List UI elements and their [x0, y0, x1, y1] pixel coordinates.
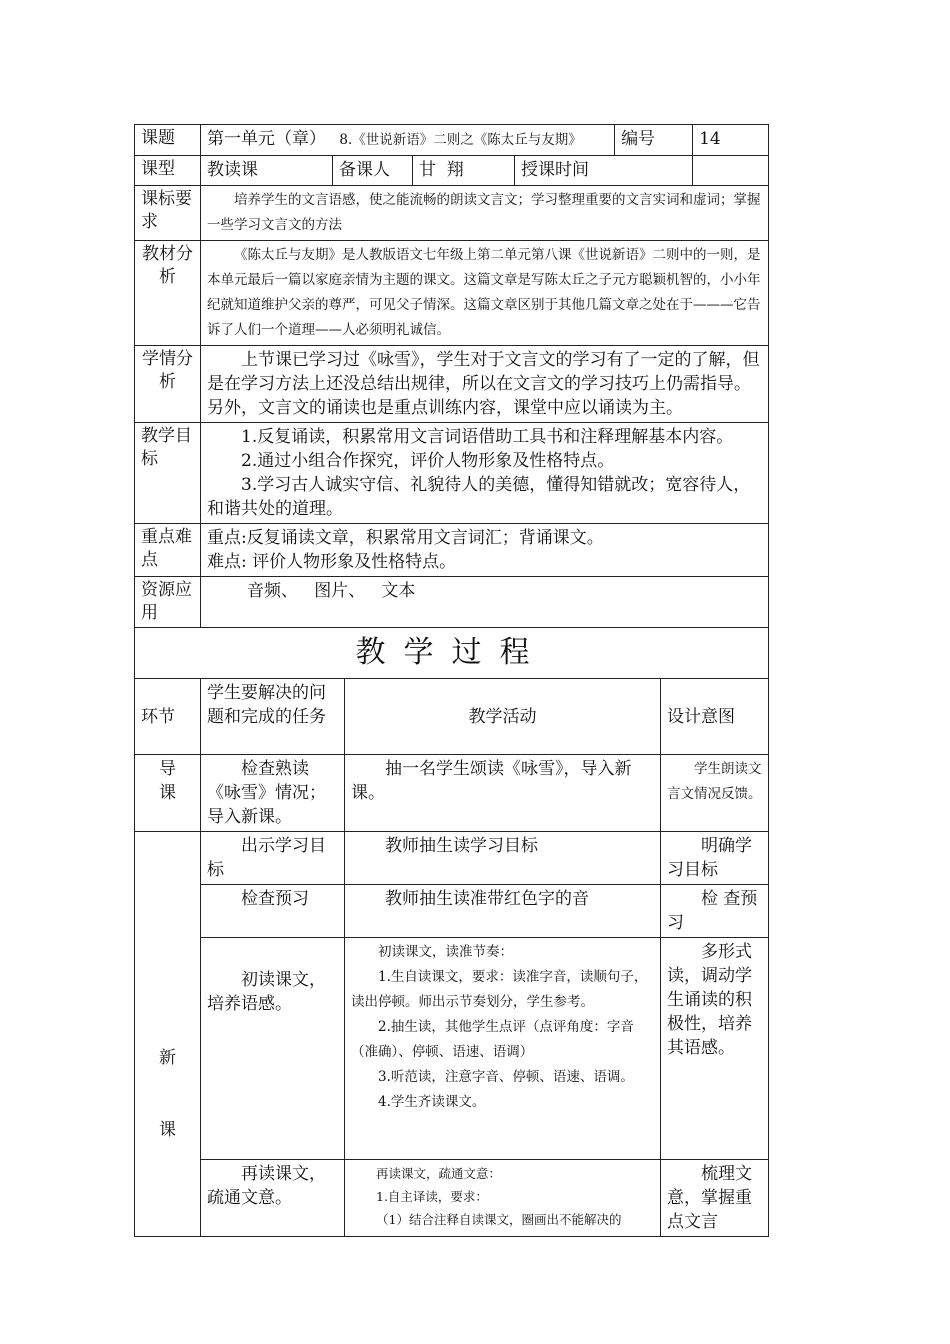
topic-unit: 第一单元（章）	[207, 129, 326, 149]
number-label: 编号	[615, 125, 693, 156]
col-activity-header: 教学活动	[345, 679, 661, 755]
task-cell: 再读课文，疏通文意。	[201, 1160, 345, 1237]
number-value: 14	[693, 125, 769, 156]
activity-cell: 教师抽生读准带红色字的音	[345, 885, 661, 938]
intent-cell: 多形式读，调动学生诵读的积极性，培养其语感。	[661, 938, 769, 1160]
intent-cell: 梳理文意，掌握重点文言	[661, 1160, 769, 1237]
intro-intent: 学生朗读文言文情况反馈。	[661, 755, 769, 832]
goals-label: 教学目标	[135, 423, 201, 524]
key-point: 重点:反复诵读文章，积累常用文言词汇；背诵课文。	[207, 528, 604, 548]
goal-item: 1.反复诵读，积累常用文言词语借助工具书和注释理解基本内容。	[241, 427, 734, 447]
new-stage-char: 课	[159, 1120, 176, 1140]
col-task-header: 学生要解决的问题和完成的任务	[201, 679, 345, 755]
activity-line: 1.生自读课文，要求：读准字音，读顺句子，读出停顿。师出示节奏划分，学生参考。	[351, 969, 648, 1010]
activity-cell	[345, 1160, 661, 1237]
difficult-point: 难点: 评价人物形象及性格特点。	[207, 552, 457, 572]
key-cell	[201, 524, 769, 577]
topic-cell	[201, 125, 615, 156]
standard-text: 培养学生的文言语感，使之能流畅的朗读文言文；学习整理重要的文言实词和虚词；掌握一些学习文言文的方法	[201, 186, 769, 241]
activity-line: （1）结合注释自读课文，圈画出不能解决的	[376, 1212, 622, 1227]
info-table	[134, 124, 769, 628]
goals-cell	[201, 423, 769, 524]
activity-line: 1.自主译读，要求：	[376, 1189, 488, 1204]
intro-stage: 导课	[135, 755, 201, 832]
col-intent-header: 设计意图	[661, 679, 769, 755]
task-cell: 初读课文，培养语感。	[201, 938, 345, 1160]
type-label: 课型	[135, 156, 201, 186]
col-stage-header: 环节	[135, 679, 201, 755]
goal-item: 3.学习古人诚实守信、礼貌待人的美德，懂得知错就改；宽容待人，和谐共处的道理。	[207, 475, 751, 519]
time-value	[693, 156, 769, 186]
material-label: 教材分析	[135, 241, 201, 346]
activity-cell	[345, 938, 661, 1160]
new-stage-char: 新	[159, 1048, 176, 1068]
task-cell: 检查预习	[201, 885, 345, 938]
intent-cell: 明确学习目标	[661, 832, 769, 885]
material-text: 《陈太丘与友期》是人教版语文七年级上第二单元第八课《世说新语》二则中的一则，是本单元最后一篇以家庭亲情为主题的课文。这篇文章是写陈太丘之子元方聪颖机智的，小小年纪就知道维护父亲的尊严，可见父子情深。这篇文章区别于其他几篇文章之处在于———它告诉了人们一个道理——人必须明礼诚信。	[201, 241, 769, 346]
activity-line: 4.学生齐读课文。	[378, 1094, 486, 1110]
activity-line: 3.听范读，注意字音、停顿、语速、语调。	[378, 1069, 634, 1085]
preparer-label: 备课人	[333, 156, 413, 186]
activity-line: 再读课文，疏通文意：	[376, 1166, 502, 1181]
type-value: 教读课	[201, 156, 333, 186]
topic-label: 课题	[135, 125, 201, 156]
resources-text: 音频、 图片、 文本	[201, 577, 769, 628]
activity-line: 初读课文，读准节奏：	[378, 944, 513, 960]
standard-label: 课标要求	[135, 186, 201, 241]
intro-activity: 抽一名学生颂读《咏雪》，导入新课。	[345, 755, 661, 832]
resources-label: 资源应用	[135, 577, 201, 628]
activity-cell: 教师抽生读学习目标	[345, 832, 661, 885]
task-cell: 出示学习目标	[201, 832, 345, 885]
lesson-plan	[134, 124, 768, 1237]
goal-item: 2.通过小组合作探究，评价人物形象及性格特点。	[241, 451, 615, 471]
preparer-value: 甘 翔	[413, 156, 515, 186]
key-label: 重点难点	[135, 524, 201, 577]
activity-line: 2.抽生读，其他学生点评（点评角度：字音（准确）、停顿、语速、语调）	[351, 1019, 634, 1060]
topic-title: 8.《世说新语》二则之《陈太丘与友期》	[339, 132, 582, 148]
process-table	[134, 627, 769, 1237]
time-label: 授课时间	[515, 156, 693, 186]
process-title: 教学过程	[135, 628, 769, 679]
new-stage	[135, 832, 201, 1237]
intent-cell: 检 查预习	[661, 885, 769, 938]
intro-task: 检查熟读《咏雪》情况；导入新课。	[201, 755, 345, 832]
student-text: 上节课已学习过《咏雪》，学生对于文言文的学习有了一定的了解，但是在学习方法上还没总结出规律，所以在文言文的学习技巧上仍需指导。另外，文言文的诵读也是重点训练内容，课堂中应以诵读为主。	[201, 346, 769, 423]
student-label: 学情分析	[135, 346, 201, 423]
